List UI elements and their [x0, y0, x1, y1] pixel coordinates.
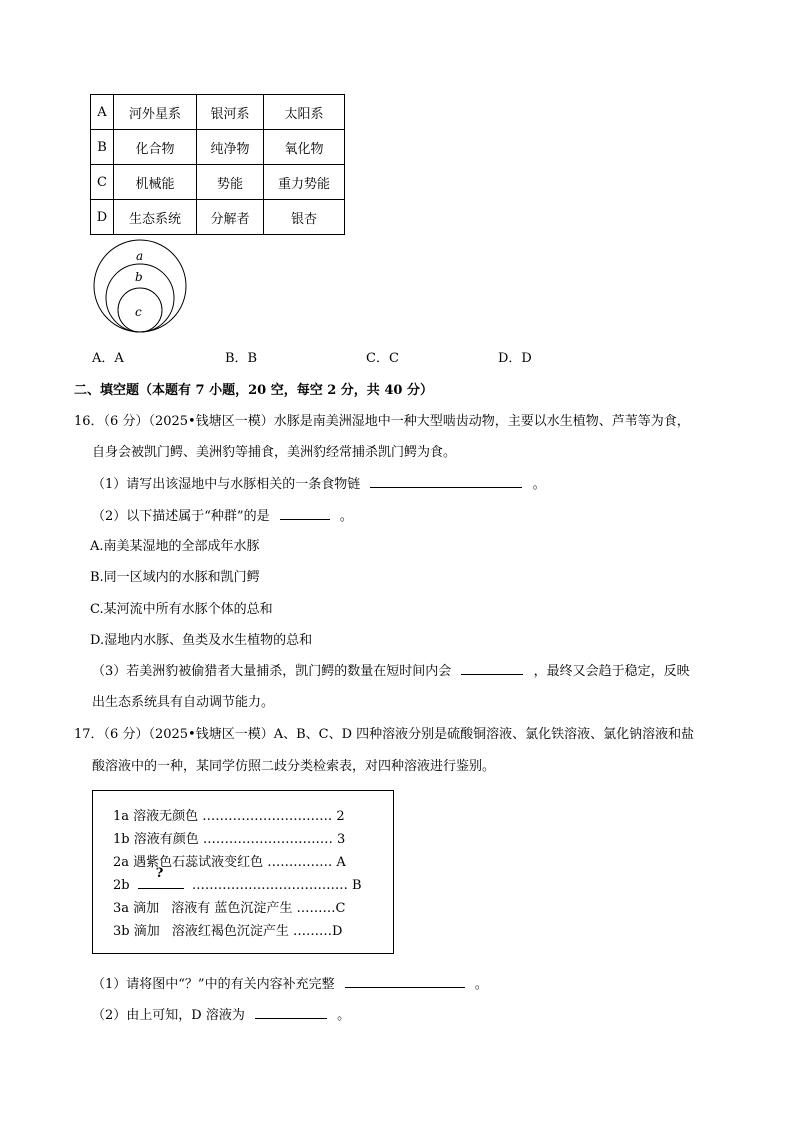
- table-cell: A: [91, 95, 114, 130]
- label-a: a: [136, 249, 144, 263]
- q16-stem-line1: 16．（6 分）（2025•钱塘区一模）水豚是南美洲湿地中一种大型啮齿动物，主要以水生植物、芦苇等为食，: [74, 414, 690, 429]
- key-line-3b: [113, 920, 342, 939]
- table-cell: 太阳系: [264, 95, 345, 130]
- table-cell: D: [91, 200, 114, 235]
- choice-b[interactable]: B．B: [225, 351, 258, 366]
- q16-part3: [92, 660, 690, 679]
- q17-stem-line1: 17．（6 分）（2025•钱塘区一模）A、B、C、D 四种溶液分别是硫酸铜溶液、氯化铁溶液、氯化钠溶液和盐: [74, 727, 695, 742]
- key-line-1a: 1a 溶液无颜色 ………………………… 2: [113, 809, 345, 824]
- q16-option-b[interactable]: B.同一区域内的水豚和凯门鳄: [90, 570, 260, 585]
- dichotomous-key: [92, 790, 394, 954]
- key-line-2a: 2a 遇紫色石蕊试液变红色 …………… A: [113, 855, 346, 870]
- q17-part1-end: 。: [474, 977, 488, 992]
- q17-part2-end: 。: [337, 1008, 351, 1023]
- table-cell: 银杏: [264, 200, 345, 235]
- key-3a-prefix: 3a 滴加: [113, 901, 160, 916]
- q16-option-d[interactable]: D.湿地内水豚、鱼类及水生植物的总和: [90, 633, 313, 648]
- table-cell: 重力势能: [264, 165, 345, 200]
- key-3a-suffix: 溶液有 蓝色沉淀产生 ………C: [171, 901, 346, 916]
- q17-part1-blank[interactable]: [345, 973, 465, 988]
- table-cell: 生态系统: [114, 200, 197, 235]
- q16-option-a[interactable]: A.南美某湿地的全部成年水豚: [90, 539, 260, 554]
- q16-part3-line2: 出生态系统具有自动调节能力。: [92, 695, 275, 710]
- q17-stem-line2: 酸溶液中的一种，某同学仿照二歧分类检索表，对四种溶液进行鉴别。: [92, 759, 496, 774]
- table-row: [91, 200, 345, 235]
- q16-part3-end: ，最终又会趋于稳定，反映: [533, 664, 690, 679]
- q16-part3-text: （3）若美洲豹被偷猎者大量捕杀，凯门鳄的数量在短时间内会: [92, 664, 452, 679]
- key-2b-suffix: ……………………………… B: [191, 878, 362, 893]
- q16-option-c[interactable]: C.某河流中所有水豚个体的总和: [90, 602, 273, 617]
- table-cell: B: [91, 130, 114, 165]
- q16-part2-text: （2）以下描述属于“种群”的是: [92, 509, 270, 524]
- key-2b-label: 2b: [113, 878, 130, 893]
- q17-part2-blank[interactable]: [255, 1004, 327, 1019]
- key-line-1b: 1b 溶液有颜色 ………………………… 3: [113, 832, 346, 847]
- q16-part2-end: 。: [339, 509, 353, 524]
- q16-part1: [92, 473, 546, 492]
- q16-part2: [92, 505, 353, 524]
- nested-circles-diagram: [92, 238, 192, 336]
- key-line-3a: [113, 897, 346, 916]
- q16-part1-end: 。: [532, 477, 546, 492]
- table-row: [91, 130, 345, 165]
- choice-c[interactable]: C．C: [366, 351, 399, 366]
- section-title: 二、填空题（本题有 7 小题，20 空，每空 2 分，共 40 分）: [74, 383, 433, 398]
- q17-part1-text: （1）请将图中“？”中的有关内容补充完整: [92, 977, 335, 992]
- table-cell: 河外星系: [114, 95, 197, 130]
- q17-part2: [92, 1004, 350, 1023]
- label-c: c: [135, 305, 142, 319]
- table-row: [91, 95, 345, 130]
- label-b: b: [135, 270, 143, 284]
- table-cell: 纯净物: [197, 130, 264, 165]
- choice-a[interactable]: A．A: [92, 351, 124, 366]
- key-line-2b: [113, 866, 362, 893]
- q16-stem-line2: 自身会被凯门鳄、美洲豹等捕食，美洲豹经常捕杀凯门鳄为食。: [92, 445, 457, 460]
- key-3b-suffix: 溶液红褐色沉淀产生 ………D: [171, 924, 343, 939]
- q17-part2-text: （2）由上可知，D 溶液为: [92, 1008, 245, 1023]
- question-mark: ?: [155, 866, 164, 881]
- table-cell: 机械能: [114, 165, 197, 200]
- table-cell: 银河系: [197, 95, 264, 130]
- q17-part1: [92, 973, 488, 992]
- key-2b-blank[interactable]: [138, 866, 184, 889]
- q16-part1-blank[interactable]: [370, 473, 522, 488]
- table-cell: 化合物: [114, 130, 197, 165]
- table-cell: 分解者: [197, 200, 264, 235]
- options-table: [90, 94, 345, 235]
- q16-part3-blank[interactable]: [461, 660, 523, 675]
- q16-part1-text: （1）请写出该湿地中与水豚相关的一条食物链: [92, 477, 361, 492]
- table-cell: 氧化物: [264, 130, 345, 165]
- table-row: [91, 165, 345, 200]
- key-3b-prefix: 3b 滴加: [113, 924, 160, 939]
- table-cell: 势能: [197, 165, 264, 200]
- q16-part2-blank[interactable]: [280, 505, 330, 520]
- choice-d[interactable]: D．D: [498, 351, 532, 366]
- table-cell: C: [91, 165, 114, 200]
